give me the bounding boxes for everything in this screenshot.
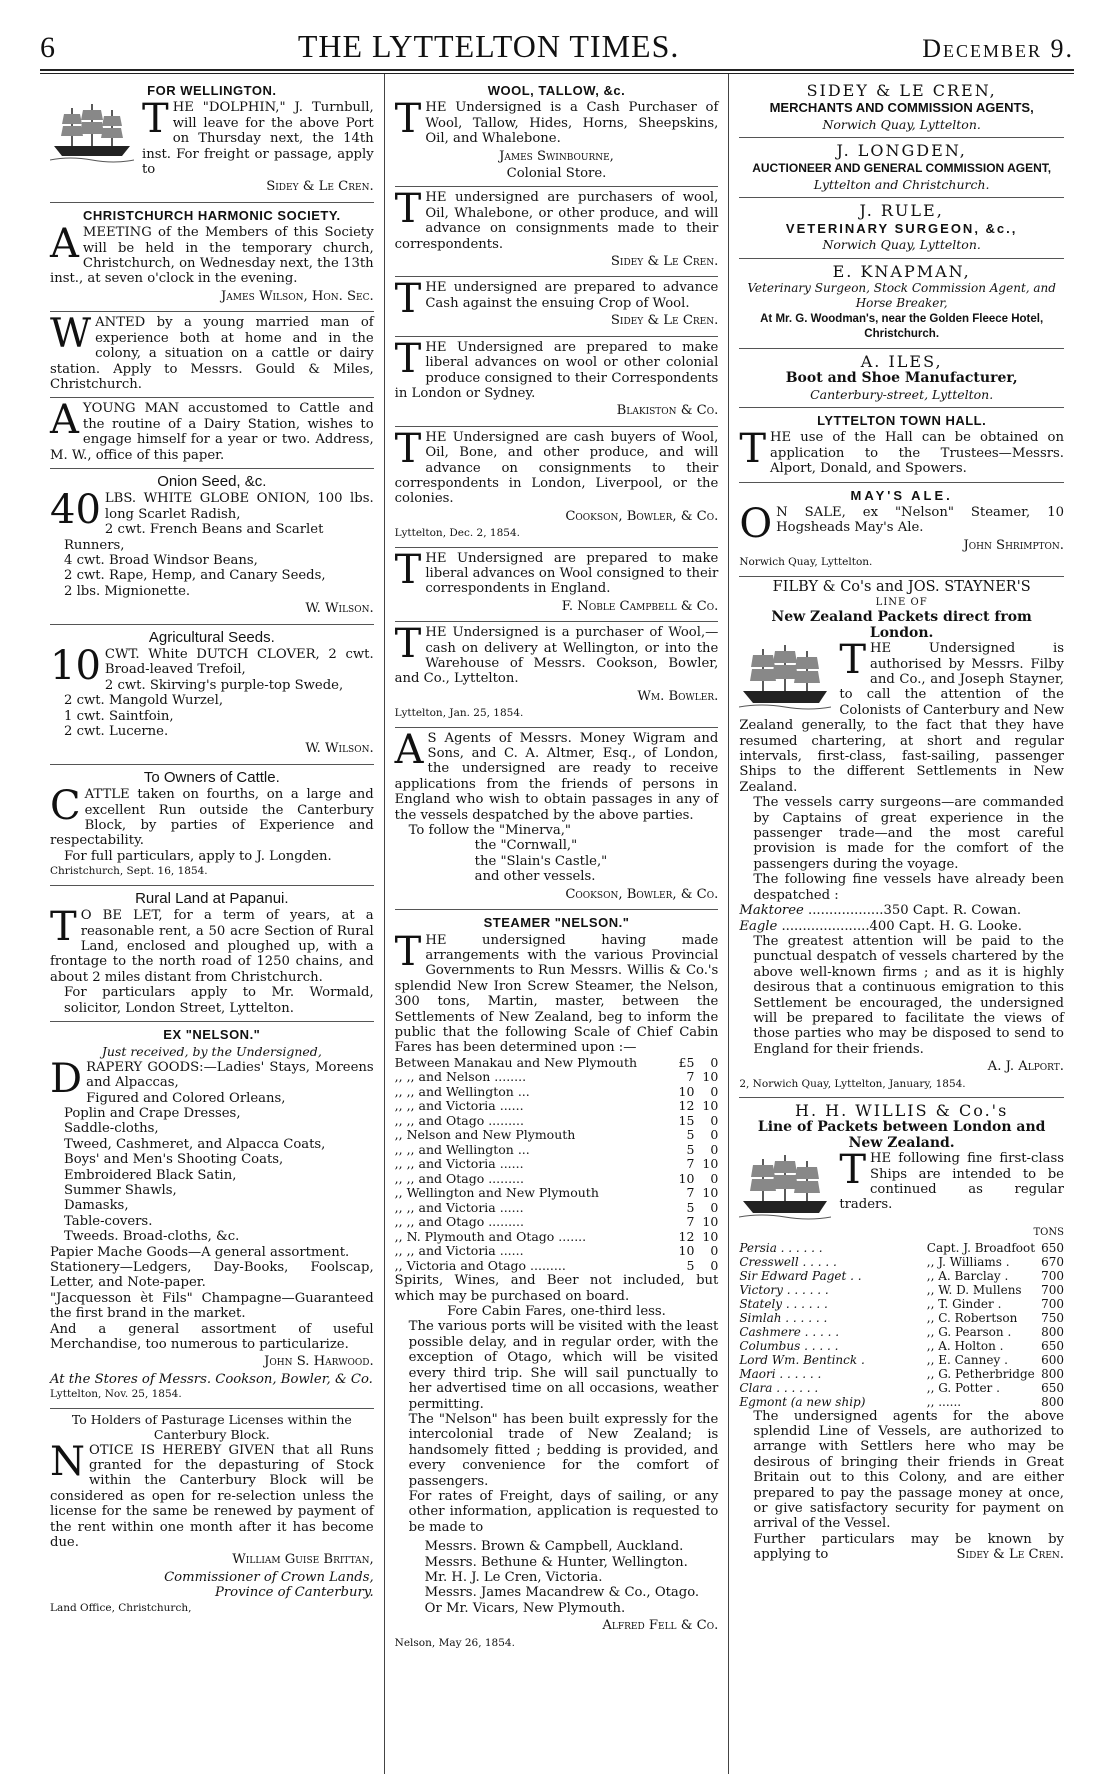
list-item: Tweed, Cashmeret, and Alpacca Coats, [64,1136,326,1152]
ship-detail: ..................350 Capt. R. Cowan. [808,903,1022,919]
list-item: Tweeds. Broad-cloths, &c. [64,1229,240,1245]
vessel-captain: ,, A. Barclay . [926,1268,1009,1283]
fare-route: ,, ,, and Victoria ...... [394,1156,524,1172]
drop-cap: W [50,311,92,358]
drop-cap: T [394,335,422,382]
ad-paragraph: For rates of Freight, days of sailing, or any other information, application is requested to be made to [408,1488,719,1535]
fare-shillings: 0 [710,1170,719,1186]
ad-body: HE following fine first-class Ships are intended to be continued as regular traders. [839,1151,1064,1213]
masthead-rule [40,69,1074,71]
fare-route: Between Manakau and New Plymouth [394,1054,638,1070]
list-item: Stationery—Ledgers, Day-Books, Foolscap, Letter, and Note-paper. [50,1260,374,1291]
ad-heading: Rural Land at Papanui. [135,889,289,907]
fare-route: ,, ,, and Wellington ... [394,1083,530,1099]
ad-body: HE use of the Hall can be obtained on application to the Trustees—Messrs. Alport, Donald, and Spowers. [770,430,1064,477]
column-1 [40,74,385,1774]
ad-dateline: Land Office, Christchurch, [50,1601,192,1614]
columns [40,74,1074,1774]
list-item: 2 cwt. Skirving's purple-top Swede, [104,677,344,693]
fare-shillings: 10 [702,1098,719,1114]
ad-heading: LYTTELTON TOWN HALL. [817,412,987,428]
fare-route: ,, ,, and Victoria ...... [394,1199,524,1215]
ad-body-2: For particulars apply to Mr. Wormald, solicitor, London Street, Lyttelton. [64,985,374,1016]
fare-route: ,, Victoria and Otago ......... [394,1257,566,1273]
vessel-captain: ,, G. Petherbridge [926,1366,1035,1381]
fare-shillings: 0 [710,1243,719,1259]
column-3 [729,74,1074,1774]
list-item: 1 cwt. Saintfoin, [64,708,174,724]
fare-pounds: 7 [686,1156,695,1172]
ad-heading: FILBY & Co's and JOS. STAYNER'S [772,578,1031,595]
ad-stores: At the Stores of Messrs. Cookson, Bowler, & Co. [50,1371,373,1387]
card-line: MERCHANTS AND COMMISSION AGENTS, [769,100,1034,116]
ad-heading: MAY'S ALE. [850,487,953,503]
ad-cookson-bowler [395,427,719,548]
ship-detail: .....................400 Capt. H. G. Looke. [781,918,1022,934]
ship-name: Maktoree [739,903,804,919]
ad-signature-title: Commissioner of Crown Lands, [164,1569,374,1585]
ship-icon [739,643,831,713]
list-item: Messrs. Brown & Campbell, Auckland. [424,1539,684,1555]
fare-pounds: 5 [686,1127,695,1143]
fare-route: ,, ,, and Victoria ...... [394,1243,524,1259]
card-place: Lyttelton and Christchurch. [813,177,990,193]
agent-list [395,1539,719,1616]
column-2 [385,74,730,1774]
vessel-tons: 700 [1041,1296,1064,1311]
ad-wanted [50,312,374,398]
fare-shillings: 10 [702,1214,719,1230]
ad-body: O BE LET, for a term of years, at a reasonable rent, a 50 acre Section of Rural Land, enclosed and ploughed up, with a frontage to the north road of 1250 chains, and about 2 miles distant from Christchurch. [50,908,374,985]
ad-signature: John S. Harwood. [264,1354,374,1370]
drop-cap: T [394,186,422,233]
ad-body: ANTED by a young married man of experience both at home and in the colony, a situation on a cattle or dairy station. Apply to Messrs. Gould & Miles, Christchurch. [50,315,374,392]
ad-paragraph [739,1532,1064,1563]
vessel-name: Cashmere . . . . . [739,1324,840,1339]
card-rule [739,198,1064,258]
ad-body: HE Undersigned are cash buyers of Wool, Oil, Bone, and other produce, and will advance on consignments to their correspondents in London, Liverpool, or the colonies. [394,429,719,507]
ad-signature: A. J. Alport. [987,1059,1064,1075]
ad-heading: WOOL, TALLOW, &c. [487,83,626,98]
ad-wool-purchasers [395,187,719,277]
ad-paragraph: The "Nelson" has been built expressly for the intercolonial trade of New Zealand; is handsomely fitted ; bedding is provided, and every convenience for the comfort of passengers. [408,1411,719,1489]
list-item: 2 cwt. Mangold Wurzel, [64,693,224,709]
drop-cap: O [739,500,773,547]
vessel-name: Egmont (a new ship) [739,1394,866,1409]
drop-cap: N [50,1438,85,1485]
list-item: And a general assortment of useful Merchandise, too numerous to particularize. [50,1321,374,1353]
fare-pounds: 7 [686,1185,695,1201]
vessel-name: Sir Edward Paget . . [739,1268,862,1283]
card-name: J. RULE, [859,201,944,221]
vessel-captain: Capt. J. Broadfoot [926,1240,1036,1255]
fare-pounds: 10 [678,1170,695,1186]
vessel-tons: 650 [1041,1338,1064,1353]
vessel-tons: 670 [1041,1254,1064,1269]
fare-shillings: 0 [710,1083,719,1099]
ad-body-2: For full particulars, apply to J. Longden. [64,848,332,864]
ad-signature: William Guise Brittan, [232,1552,374,1568]
drop-cap: T [839,637,867,684]
list-item: 2 cwt. Rape, Hemp, and Canary Seeds, [64,568,326,584]
vessel-captain: ,, G. Pearson . [926,1324,1012,1339]
ad-body: HE Undersigned is a purchaser of Wool,—cash on delivery at Wellington, or into the Warehouse of Messrs. Cookson, Bowler, and Co., Lyttelton. [394,625,719,687]
drop-cap: D [50,1055,83,1102]
ad-paragraph: The undersigned agents for the above splendid Line of Vessels, are authorized to arrange with Settlers here who may be desirous of bringing their friends in Great Britain out to this Colony, and are either prepared to pay the passage money at once, or give satisfactory security for payment on arrival of the Vessel. [753,1408,1064,1532]
ad-body-2: To follow the "Minerva," [408,823,571,839]
drop-cap: T [394,546,422,593]
ad-heading: STEAMER "NELSON." [483,915,630,931]
ad-heading: FOR WELLINGTON. [147,83,277,98]
ad-signature: Sidey & Le Cren. [956,1547,1064,1563]
list-item: 2 cwt. French Beans and Scarlet Runners, [64,522,324,553]
ad-body: OTICE IS HEREBY GIVEN that all Runs granted for the depasturing of Stock within the Canterbury Block will be considered as open for re-selection unless the license for the same be renewed by payment of the rent within one month after it has become due. [50,1442,374,1550]
fare-shillings: 0 [710,1127,719,1143]
ad-heading: To Holders of Pasturage Licenses within the Canterbury Block. [71,1411,352,1443]
ad-body: MEETING of the Members of this Society will be held in the temporary church, Christchurch, on Wednesday next, the 13th inst., at seven o'clock in the evening. [50,225,374,287]
list-item: the "Cornwall," [474,838,578,854]
ad-willis-packets [739,1098,1064,1568]
vessel-tons: 800 [1041,1324,1064,1339]
fare-route: ,, ,, and Otago ......... [394,1112,524,1128]
ad-dateline: Christchurch, Sept. 16, 1854. [50,865,208,878]
ad-pasturage-licenses [50,1409,374,1621]
card-line: AUCTIONEER AND GENERAL COMMISSION AGENT, [752,160,1052,175]
ad-signature: Alfred Fell & Co. [602,1618,719,1634]
ad-body: HE undersigned are prepared to advance Cash against the ensuing Crop of Wool. [425,280,719,311]
drop-cap: T [394,928,422,975]
ad-bowler [395,622,719,727]
fare-shillings: 0 [710,1199,719,1215]
ad-paragraph: Fore Cabin Fares, one-third less. [447,1304,666,1320]
ad-body: S Agents of Messrs. Money Wigram and Sons, and C. A. Altmer, Esq., of London, the undersigned are ready to receive applications from the friends of persons in England who wish to obtain passages in any of the vessels despatched by the above parties. [394,730,719,823]
ad-signature: Sidey & Le Cren. [610,254,719,270]
vessel-tons: 600 [1041,1352,1064,1367]
fare-route: ,, ,, and Otago ......... [394,1214,524,1230]
drop-cap: T [142,96,169,143]
ad-money-wigram [395,728,719,910]
fare-route: ,, ,, and Victoria ...... [394,1098,524,1114]
list-item: Or Mr. Vicars, New Plymouth. [424,1600,626,1616]
drop-cap: A [394,726,424,773]
ad-blakiston [395,337,719,427]
list-item: Papier Mache Goods—A general assortment. [50,1244,350,1260]
card-iles [739,349,1064,408]
ad-harmonic-society [50,203,374,312]
ship-list [395,838,719,884]
drop-cap: T [394,96,422,143]
vessel-tons: 750 [1041,1310,1064,1325]
ad-signature-place: Province of Canterbury. [215,1585,374,1601]
card-place: Norwich Quay, Lyttelton. [822,237,981,253]
fare-pounds: 5 [686,1257,695,1273]
fare-route: ,, ,, and Nelson ........ [394,1069,527,1085]
fare-shillings: 0 [710,1257,719,1273]
ad-paragraph-text: Further particulars may be known by applying to [753,1531,1064,1563]
ad-mays-ale [739,483,1064,577]
fare-pounds: 10 [678,1083,695,1099]
fare-shillings: 0 [710,1112,719,1128]
fare-route: ,, N. Plymouth and Otago ....... [394,1228,587,1244]
fare-shillings: 0 [710,1141,719,1157]
vessel-name: Stately . . . . . . [739,1296,828,1311]
fare-table [395,1056,719,1274]
ad-body: HE Undersigned are prepared to make liberal advances on Wool consigned to their correspondents in England. [425,550,719,597]
ad-paragraph: The various ports will be visited with the least possible delay, and in regular order, with the exception of Otago, which will be visited every third trip. She will sail punctually to her advertised time on all occasions, weather permitting. [408,1319,719,1412]
ship-icon [50,102,134,164]
ad-signature: Cookson, Bowler, & Co. [565,508,719,524]
item-list [50,522,374,599]
vessel-name: Victory . . . . . . [739,1282,829,1297]
vessel-name: Columbus . . . . . [739,1338,839,1353]
ad-heading: Onion Seed, &c. [157,472,267,490]
ad-signature: Sidey & Le Cren. [266,179,374,195]
card-place: At Mr. G. Woodman's, near the Golden Fleece Hotel, Christchurch. [760,312,1044,341]
ad-title: New Zealand Packets direct from London. [771,609,1032,641]
vessel-captain: ,, J. Williams . [926,1254,1010,1269]
ad-heading: EX "NELSON." [163,1026,261,1042]
ad-body: N SALE, ex "Nelson" Steamer, 10 Hogsheads May's Ale. [776,504,1064,536]
card-name: SIDEY & LE CREN, [806,81,997,100]
ship-name: Eagle [739,918,778,934]
fare-pounds: £5 [678,1054,695,1070]
fare-shillings: 10 [702,1228,719,1244]
vessel-name: Maori . . . . . . [739,1366,822,1381]
card-name: J. LONGDEN, [836,141,967,161]
fare-pounds: 5 [686,1141,695,1157]
ad-ex-nelson [50,1022,374,1409]
fare-pounds: 7 [686,1214,695,1230]
vessel-name: Simlah . . . . . . [739,1310,828,1325]
ad-paragraph: The vessels carry surgeons—are commanded by Captains of great experience in the passenger trade—and the most careful provision is made for the comfort of the passengers during the voyage. [753,795,1064,872]
ad-agricultural-seeds [50,625,374,765]
list-item: 2 cwt. Lucerne. [64,724,169,740]
vessel-captain: ,, T. Ginder . [926,1296,1002,1311]
card-line: Boot and Shoe Manufacturer, [785,370,1018,387]
ad-dateline: Lyttelton, Jan. 25, 1854. [394,707,524,720]
ad-signature-place: Colonial Store. [506,166,607,182]
ad-steamer-nelson [395,910,719,1656]
ad-onion-seed [50,469,374,625]
vessel-captain: ,, A. Holton . [926,1338,1004,1353]
vessel-tons: 800 [1041,1366,1064,1381]
item-list [50,1091,374,1245]
vessel-name: Persia . . . . . . [739,1240,823,1255]
ad-filby-stayner [739,577,1064,1098]
vessel-tons: 650 [1041,1240,1064,1255]
ad-body: HE Undersigned are prepared to make liberal advances on wool or other colonial produce consigned to their Correspondents in London or Sydney. [394,339,719,401]
ad-dateline: Nelson, May 26, 1854. [394,1636,515,1649]
vessel-captain: ,, ...... [926,1394,962,1409]
list-item: Embroidered Black Satin, [64,1167,237,1183]
list-item: "Jacquesson èt Fils" Champagne—Guaranteed the first brand in the market. [50,1290,374,1322]
list-item: Messrs. Bethune & Hunter, Wellington. [424,1554,688,1570]
fare-pounds: 10 [678,1243,695,1259]
fare-route: ,, ,, and Otago ......... [394,1170,524,1186]
ad-noble-campbell [395,548,719,623]
drop-cap: T [50,904,77,951]
ship-row [739,919,1064,934]
drop-cap: T [394,425,422,472]
list-item: Mr. H. J. Le Cren, Victoria. [424,1569,603,1585]
ad-paragraph: Spirits, Wines, and Beer not included, but which may be purchased on board. [394,1273,719,1304]
ad-heading: To Owners of Cattle. [143,768,280,786]
list-item: Saddle-cloths, [64,1121,159,1137]
ship-row [739,903,1064,918]
fare-pounds: 12 [678,1228,695,1244]
ad-signature: F. Noble Campbell & Co. [561,598,719,614]
vessel-captain: ,, W. D. Mullens [926,1282,1022,1297]
card-sidey-le-cren [739,78,1064,138]
ad-town-hall [739,408,1064,483]
ad-wellington [50,78,374,203]
ad-dateline: Lyttelton, Dec. 2, 1854. [394,527,520,540]
card-name: A. ILES, [860,351,943,371]
ad-signature: W. Wilson. [305,601,374,617]
card-place: Canterbury-street, Lyttelton. [810,386,994,402]
vessel-tons: 700 [1041,1268,1064,1283]
ad-signature: Wm. Bowler. [637,688,719,704]
ad-rural-land [50,886,374,1022]
card-line: VETERINARY SURGEON, &c., [785,220,1018,236]
list-item: Table-covers. [64,1213,153,1229]
ad-body: ATTLE taken on fourths, on a large and excellent Run outside the Canterbury Block, by parties of Experience and respectability. [50,787,374,849]
ad-heading: Agricultural Seeds. [148,628,275,646]
list-item: 2 lbs. Mignionette. [64,583,191,599]
ad-signature: John Shrimpton. [963,537,1064,553]
vessel-name: Lord Wm. Bentinck . [739,1352,865,1367]
drop-cap: T [394,276,422,323]
ad-dateline: Norwich Quay, Lyttelton. [739,556,873,569]
fare-shillings: 10 [702,1185,719,1201]
ad-body: LBS. WHITE GLOBE ONION, 100 lbs. long Scarlet Radish, [104,491,374,522]
ship-icon [739,1153,831,1223]
ad-body: HE "DOLPHIN," J. Turnbull, will leave for the above Port on Thursday next, the 14th inst. For freight or passage, apply to [142,100,374,178]
fare-shillings: 10 [702,1069,719,1085]
ad-body: CWT. White DUTCH CLOVER, 2 cwt. Broad-leaved Trefoil, [104,647,374,678]
ad-subheading: Just received, by the Undersigned, [101,1044,322,1060]
ad-wool-advance [395,277,719,336]
list-item: the "Slain's Castle," [474,853,608,869]
fare-pounds: 15 [678,1112,695,1128]
ad-body: HE undersigned having made arrangements with the various Provincial Governments to Run Messrs. Willis & Co.'s splendid New Iron Screw Steamer, the Nelson, 300 tons, Martin, master, between the Settlements of New Zealand, beg to inform the public that the following Scale of Chief Cabin Fares has been determined upon :— [394,932,719,1056]
ad-signature: James Wilson, Hon. Sec. [221,288,374,304]
ad-body: RAPERY GOODS:—Ladies' Stays, Moreens and Alpaccas, [86,1059,374,1091]
vessel-tons: 650 [1041,1380,1064,1395]
ad-paragraph: The greatest attention will be paid to the punctual despatch of vessels chartered by the above well-known firms ; and as it is highly desirous that a continuous emigration to this Settlement be encouraged, the undersigned will be prepared to facilitate the views of those parties who may be disposed to send to England for their friends. [753,933,1064,1057]
ad-signature: James Swinbourne, [499,148,614,164]
card-knapman [739,259,1064,349]
ad-subheading: LINE OF [875,596,928,608]
drop-cap: T [839,1147,867,1194]
fare-route: ,, Wellington and New Plymouth [394,1185,599,1201]
ad-body: YOUNG MAN accustomed to Cattle and the routine of a Dairy Station, wishes to engage himself for a year or two. Address, M. W., office of this paper. [50,401,374,463]
list-item: Summer Shawls, [64,1183,177,1198]
vessel-table [739,1241,1064,1409]
ad-signature: Cookson, Bowler, & Co. [565,886,719,902]
tons-header: TONS [1033,1227,1064,1239]
drop-cap: A [50,397,79,444]
ad-signature: W. Wilson. [305,741,374,757]
ad-signature: Blakiston & Co. [616,403,719,419]
ad-heading: H. H. WILLIS & Co.'s [795,1100,1009,1120]
vessel-tons: 800 [1041,1394,1064,1409]
card-name: E. KNAPMAN, [832,261,971,281]
fare-pounds: 5 [686,1199,695,1215]
ad-heading: CHRISTCHURCH HARMONIC SOCIETY. [82,207,341,223]
list-item: Messrs. James Macandrew & Co., Otago. [424,1585,700,1601]
drop-cap: T [739,426,767,473]
ad-signature: Sidey & Le Cren. [610,313,719,329]
ad-young-man [50,398,374,469]
ad-wool-tallow [395,78,719,187]
vessel-tons: 700 [1041,1282,1064,1297]
drop-cap: T [394,621,422,668]
ad-body: HE undersigned are purchasers of wool, Oil, Whalebone, or other produce, and will advance on consignments made to their correspondents. [394,190,719,252]
ad-body: HE Undersigned is a Cash Purchaser of Wool, Tallow, Hides, Horns, Sheepskins, Oil, and Whalebone. [425,100,719,147]
list-item: Figured and Colored Orleans, [86,1090,286,1106]
drop-cap: 10 [50,643,101,689]
ad-paragraph: The following fine vessels have already been despatched : [753,872,1064,903]
drop-cap: 40 [50,487,101,534]
issue-date: December 9. [922,34,1074,63]
ad-body: HE Undersigned is authorised by Messrs. Filby and Co., and Joseph Stayner, to call the attention of the Colonists of Canterbury and New Zealand generally, to the fact that they have resumed chartering, at short and regular intervals, first-class, fast-sailing, passenger Ships to the different Settlements in New Zealand. [739,641,1064,795]
vessel-name: Clara . . . . . . [739,1380,819,1395]
drop-cap: A [50,221,79,268]
card-longden [739,138,1064,198]
masthead [40,28,1074,65]
list-item: Boys' and Men's Shooting Coats, [64,1152,284,1168]
list-item: 4 cwt. Broad Windsor Beans, [64,552,258,568]
list-item: Poplin and Crape Dresses, [64,1105,241,1121]
drop-cap: C [50,783,81,830]
list-item: and other vessels. [474,869,596,885]
fare-route: ,, ,, and Wellington ... [394,1141,530,1157]
newspaper-title: THE LYTTELTON TIMES. [297,28,680,64]
vessel-captain: ,, C. Robertson [926,1310,1018,1325]
ad-owners-of-cattle [50,765,374,886]
fare-shillings: 10 [702,1156,719,1172]
fare-pounds: 7 [686,1069,695,1085]
ad-dateline: 2, Norwich Quay, Lyttelton, January, 1854. [739,1077,966,1090]
card-line: Veterinary Surgeon, Stock Commission Agent, and Horse Breaker, [747,281,1056,311]
page-number: 6 [40,31,55,64]
vessel-captain: ,, G. Potter . [926,1380,1000,1395]
card-place: Norwich Quay, Lyttelton. [822,116,981,132]
vessel-name: Cresswell . . . . . [739,1254,837,1269]
list-item: Damasks, [64,1198,129,1214]
fare-route: ,, Nelson and New Plymouth [394,1127,576,1143]
ad-dateline: Lyttelton, Nov. 25, 1854. [50,1388,182,1401]
vessel-captain: ,, E. Canney . [926,1352,1008,1367]
ad-title: Line of Packets between London and New Zealand. [757,1119,1046,1151]
fare-shillings: 0 [710,1054,719,1070]
fare-pounds: 12 [678,1098,695,1114]
